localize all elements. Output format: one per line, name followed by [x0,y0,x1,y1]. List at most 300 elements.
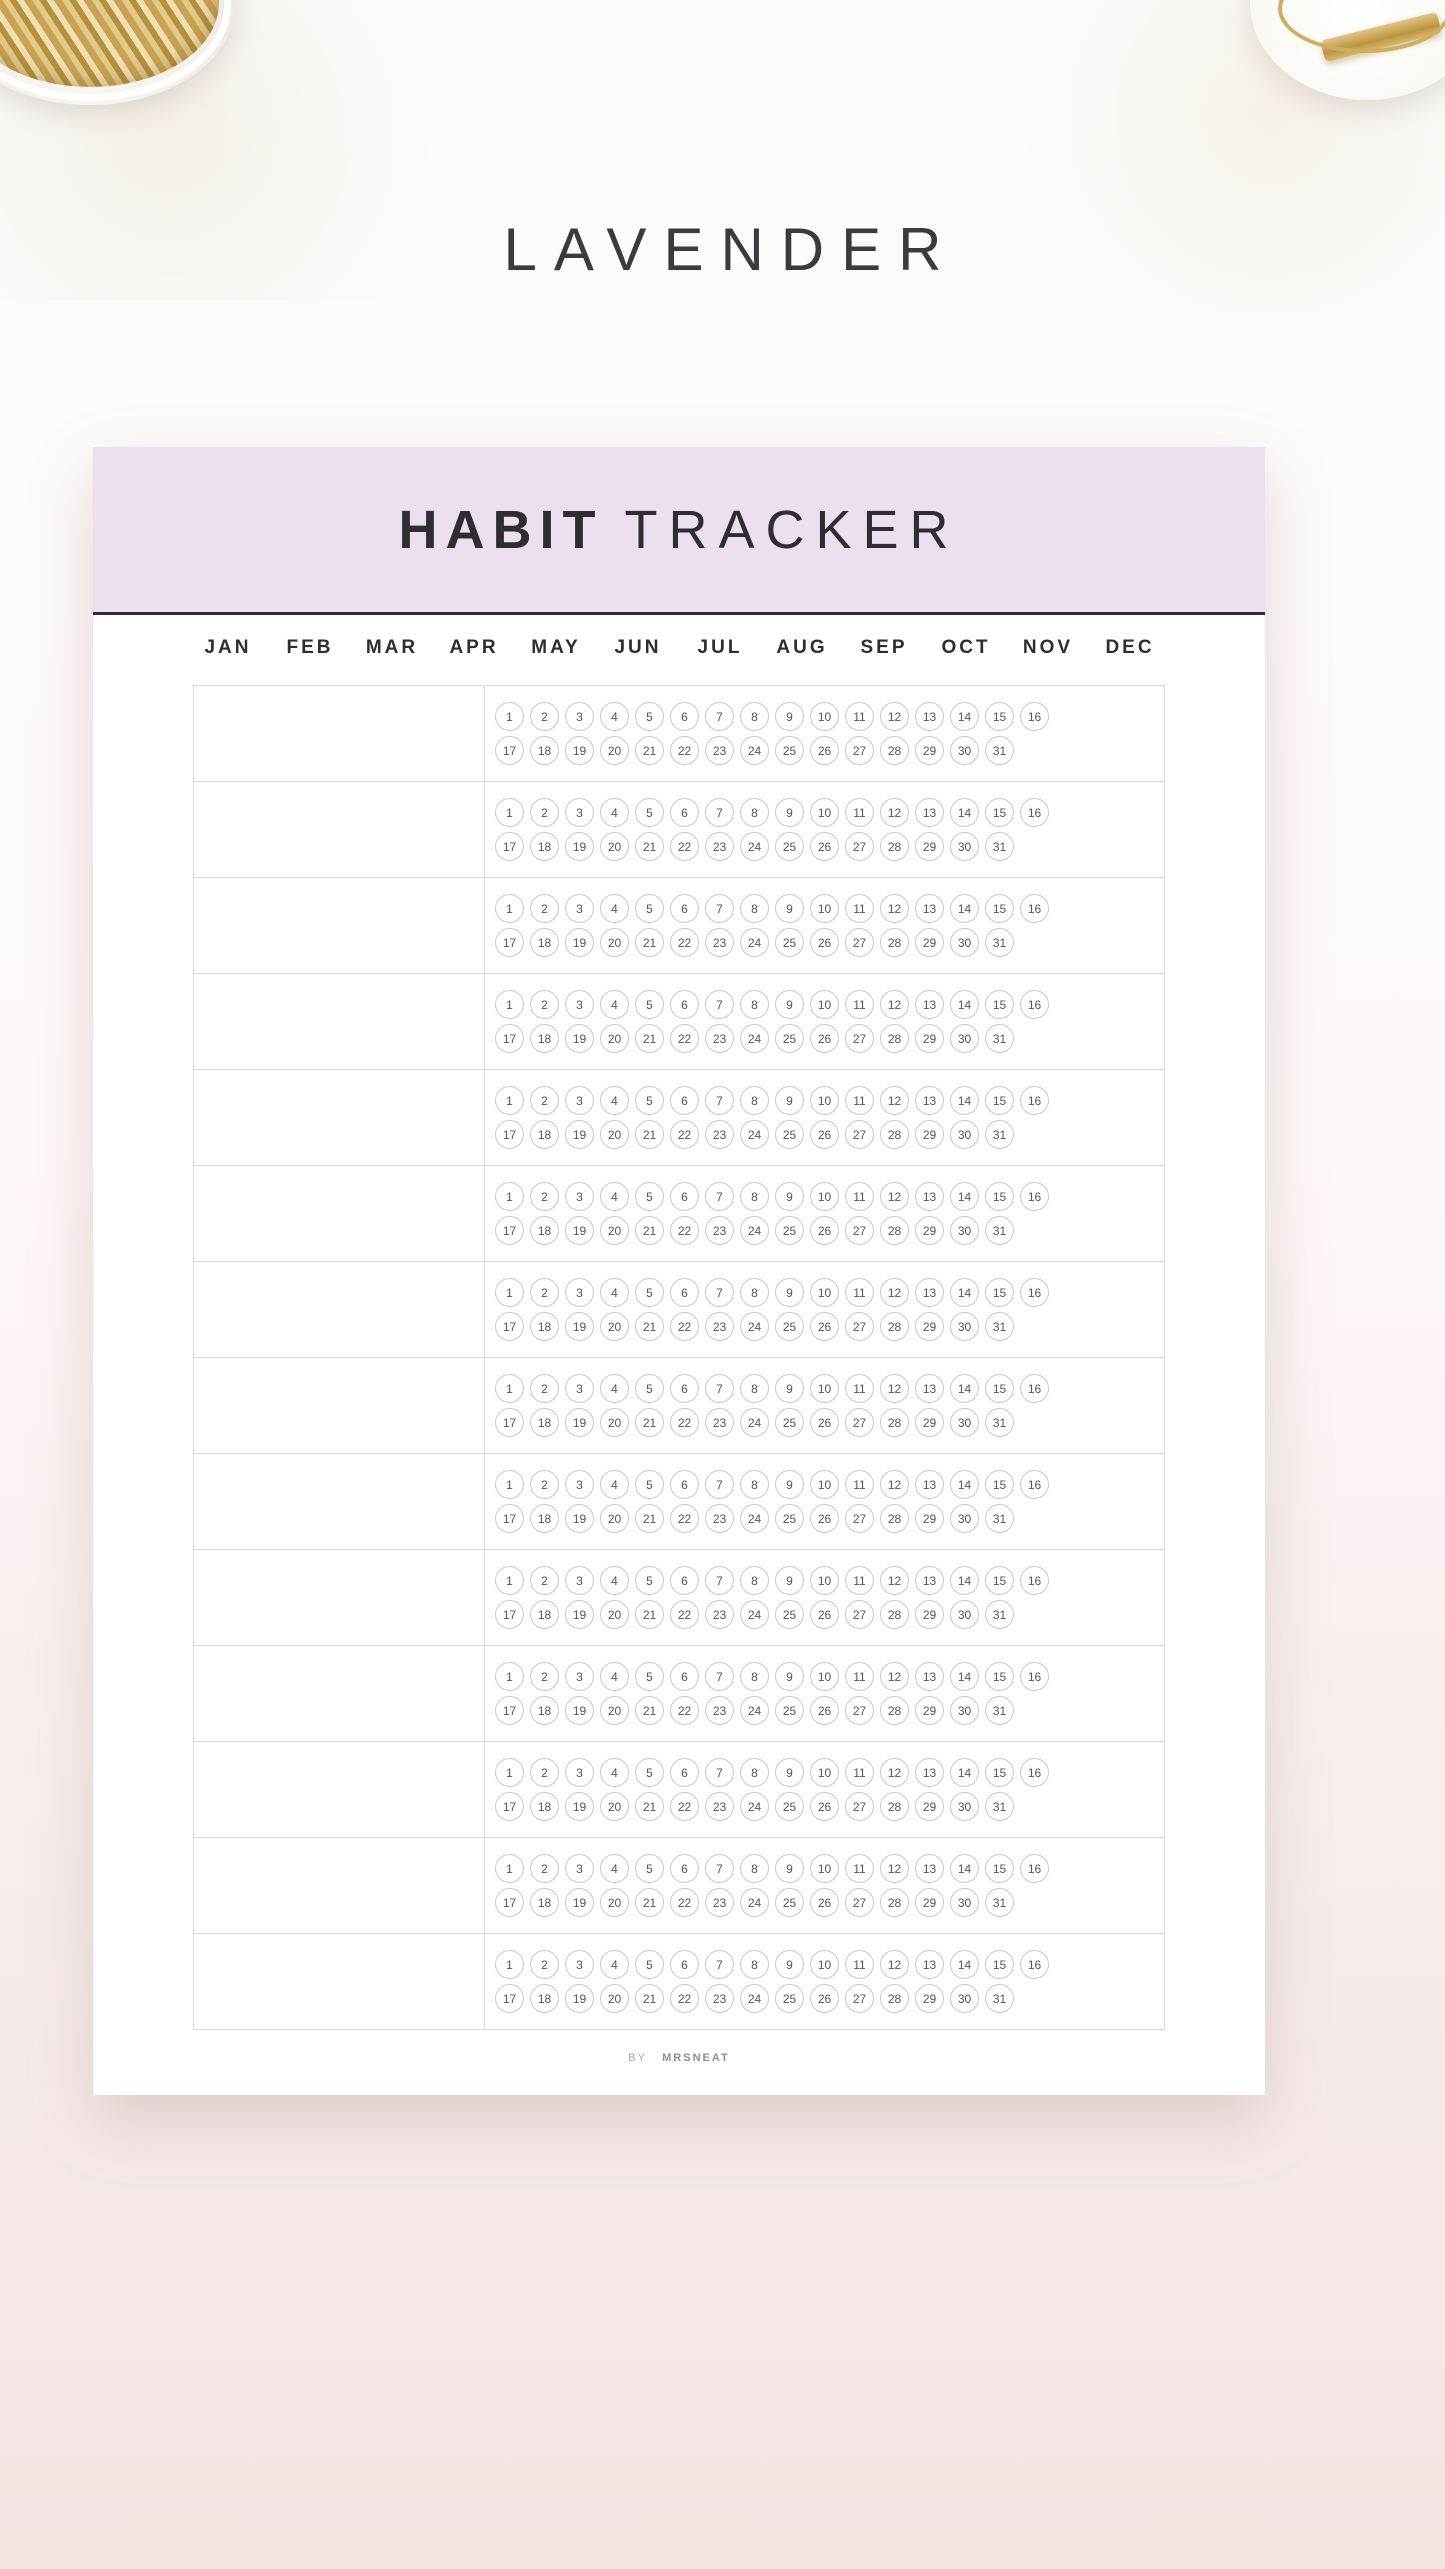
day-circle-3[interactable]: 3 [565,1470,594,1499]
day-circle-10[interactable]: 10 [810,1182,839,1211]
day-circle-18[interactable]: 18 [530,832,559,861]
day-circle-13[interactable]: 13 [915,1950,944,1979]
day-circle-3[interactable]: 3 [565,702,594,731]
habit-name-field[interactable] [194,974,485,1069]
day-circle-21[interactable]: 21 [635,1312,664,1341]
day-circle-31[interactable]: 31 [985,1312,1014,1341]
month-tab-dec[interactable]: DEC [1105,637,1155,658]
day-circle-10[interactable]: 10 [810,702,839,731]
day-circle-19[interactable]: 19 [565,1408,594,1437]
day-circle-16[interactable]: 16 [1020,1566,1049,1595]
day-circle-27[interactable]: 27 [845,1024,874,1053]
day-circle-2[interactable]: 2 [530,1278,559,1307]
day-circle-26[interactable]: 26 [810,832,839,861]
day-circle-30[interactable]: 30 [950,1600,979,1629]
day-circle-28[interactable]: 28 [880,1120,909,1149]
day-circle-1[interactable]: 1 [495,1950,524,1979]
day-circle-23[interactable]: 23 [705,1888,734,1917]
day-circle-22[interactable]: 22 [670,1216,699,1245]
day-circle-2[interactable]: 2 [530,1854,559,1883]
day-circle-1[interactable]: 1 [495,990,524,1019]
day-circle-3[interactable]: 3 [565,1950,594,1979]
day-circle-9[interactable]: 9 [775,1854,804,1883]
day-circle-27[interactable]: 27 [845,1312,874,1341]
day-circle-4[interactable]: 4 [600,1854,629,1883]
habit-name-field[interactable] [194,1934,485,2029]
day-circle-7[interactable]: 7 [705,1662,734,1691]
day-circle-24[interactable]: 24 [740,928,769,957]
day-circle-21[interactable]: 21 [635,736,664,765]
day-circle-4[interactable]: 4 [600,1470,629,1499]
day-circle-27[interactable]: 27 [845,1984,874,2013]
day-circle-12[interactable]: 12 [880,798,909,827]
day-circle-10[interactable]: 10 [810,1086,839,1115]
day-circle-18[interactable]: 18 [530,1600,559,1629]
day-circle-17[interactable]: 17 [495,1696,524,1725]
habit-name-field[interactable] [194,686,485,781]
day-circle-27[interactable]: 27 [845,1216,874,1245]
day-circle-29[interactable]: 29 [915,1408,944,1437]
day-circle-31[interactable]: 31 [985,1696,1014,1725]
day-circle-29[interactable]: 29 [915,1120,944,1149]
day-circle-25[interactable]: 25 [775,1024,804,1053]
day-circle-15[interactable]: 15 [985,894,1014,923]
day-circle-22[interactable]: 22 [670,1024,699,1053]
day-circle-12[interactable]: 12 [880,990,909,1019]
day-circle-15[interactable]: 15 [985,1854,1014,1883]
day-circle-8[interactable]: 8 [740,1374,769,1403]
day-circle-20[interactable]: 20 [600,1600,629,1629]
day-circle-1[interactable]: 1 [495,1086,524,1115]
day-circle-12[interactable]: 12 [880,1278,909,1307]
day-circle-29[interactable]: 29 [915,832,944,861]
day-circle-6[interactable]: 6 [670,1566,699,1595]
day-circle-19[interactable]: 19 [565,1696,594,1725]
habit-name-field[interactable] [194,1646,485,1741]
day-circle-13[interactable]: 13 [915,1470,944,1499]
day-circle-12[interactable]: 12 [880,1374,909,1403]
day-circle-25[interactable]: 25 [775,1600,804,1629]
month-tab-apr[interactable]: APR [449,637,499,658]
day-circle-17[interactable]: 17 [495,1792,524,1821]
day-circle-7[interactable]: 7 [705,1278,734,1307]
day-circle-5[interactable]: 5 [635,894,664,923]
day-circle-16[interactable]: 16 [1020,1470,1049,1499]
day-circle-15[interactable]: 15 [985,1374,1014,1403]
habit-name-field[interactable] [194,1166,485,1261]
day-circle-25[interactable]: 25 [775,1504,804,1533]
day-circle-7[interactable]: 7 [705,798,734,827]
day-circle-18[interactable]: 18 [530,1984,559,2013]
day-circle-14[interactable]: 14 [950,1854,979,1883]
habit-name-field[interactable] [194,1550,485,1645]
day-circle-30[interactable]: 30 [950,1504,979,1533]
day-circle-3[interactable]: 3 [565,1086,594,1115]
day-circle-23[interactable]: 23 [705,1984,734,2013]
day-circle-18[interactable]: 18 [530,1504,559,1533]
habit-name-field[interactable] [194,878,485,973]
day-circle-9[interactable]: 9 [775,1278,804,1307]
day-circle-19[interactable]: 19 [565,1120,594,1149]
day-circle-10[interactable]: 10 [810,1470,839,1499]
day-circle-25[interactable]: 25 [775,832,804,861]
day-circle-16[interactable]: 16 [1020,894,1049,923]
day-circle-19[interactable]: 19 [565,1600,594,1629]
day-circle-17[interactable]: 17 [495,1024,524,1053]
day-circle-2[interactable]: 2 [530,990,559,1019]
day-circle-18[interactable]: 18 [530,736,559,765]
day-circle-12[interactable]: 12 [880,1566,909,1595]
day-circle-4[interactable]: 4 [600,1086,629,1115]
day-circle-13[interactable]: 13 [915,1182,944,1211]
month-tab-mar[interactable]: MAR [365,637,419,658]
day-circle-12[interactable]: 12 [880,1662,909,1691]
day-circle-24[interactable]: 24 [740,832,769,861]
day-circle-22[interactable]: 22 [670,1984,699,2013]
day-circle-5[interactable]: 5 [635,1278,664,1307]
day-circle-26[interactable]: 26 [810,928,839,957]
day-circle-11[interactable]: 11 [845,1374,874,1403]
day-circle-14[interactable]: 14 [950,1278,979,1307]
day-circle-17[interactable]: 17 [495,736,524,765]
day-circle-18[interactable]: 18 [530,1696,559,1725]
day-circle-23[interactable]: 23 [705,1312,734,1341]
day-circle-24[interactable]: 24 [740,1312,769,1341]
day-circle-5[interactable]: 5 [635,1182,664,1211]
day-circle-31[interactable]: 31 [985,1792,1014,1821]
day-circle-9[interactable]: 9 [775,1566,804,1595]
day-circle-1[interactable]: 1 [495,702,524,731]
day-circle-27[interactable]: 27 [845,928,874,957]
day-circle-6[interactable]: 6 [670,1662,699,1691]
day-circle-10[interactable]: 10 [810,990,839,1019]
day-circle-21[interactable]: 21 [635,832,664,861]
day-circle-28[interactable]: 28 [880,1408,909,1437]
day-circle-19[interactable]: 19 [565,1984,594,2013]
day-circle-4[interactable]: 4 [600,990,629,1019]
month-tab-jan[interactable]: JAN [204,637,252,658]
day-circle-2[interactable]: 2 [530,1758,559,1787]
day-circle-8[interactable]: 8 [740,1086,769,1115]
day-circle-31[interactable]: 31 [985,1888,1014,1917]
day-circle-26[interactable]: 26 [810,1024,839,1053]
day-circle-11[interactable]: 11 [845,1950,874,1979]
day-circle-14[interactable]: 14 [950,1950,979,1979]
day-circle-27[interactable]: 27 [845,1696,874,1725]
day-circle-28[interactable]: 28 [880,1024,909,1053]
month-tab-nov[interactable]: NOV [1022,637,1074,658]
day-circle-8[interactable]: 8 [740,894,769,923]
day-circle-14[interactable]: 14 [950,1758,979,1787]
day-circle-11[interactable]: 11 [845,1758,874,1787]
day-circle-30[interactable]: 30 [950,1888,979,1917]
habit-name-field[interactable] [194,1838,485,1933]
day-circle-8[interactable]: 8 [740,1758,769,1787]
day-circle-2[interactable]: 2 [530,1470,559,1499]
day-circle-4[interactable]: 4 [600,798,629,827]
habit-name-field[interactable] [194,1454,485,1549]
day-circle-16[interactable]: 16 [1020,1662,1049,1691]
month-tab-feb[interactable]: FEB [286,637,334,658]
day-circle-27[interactable]: 27 [845,1888,874,1917]
day-circle-28[interactable]: 28 [880,1600,909,1629]
day-circle-5[interactable]: 5 [635,798,664,827]
day-circle-24[interactable]: 24 [740,1024,769,1053]
day-circle-19[interactable]: 19 [565,832,594,861]
day-circle-27[interactable]: 27 [845,1120,874,1149]
day-circle-27[interactable]: 27 [845,1792,874,1821]
day-circle-6[interactable]: 6 [670,1758,699,1787]
day-circle-14[interactable]: 14 [950,1566,979,1595]
day-circle-12[interactable]: 12 [880,1950,909,1979]
day-circle-7[interactable]: 7 [705,990,734,1019]
day-circle-12[interactable]: 12 [880,1086,909,1115]
day-circle-10[interactable]: 10 [810,1374,839,1403]
day-circle-26[interactable]: 26 [810,1696,839,1725]
day-circle-24[interactable]: 24 [740,736,769,765]
day-circle-5[interactable]: 5 [635,1662,664,1691]
day-circle-27[interactable]: 27 [845,736,874,765]
day-circle-3[interactable]: 3 [565,1662,594,1691]
day-circle-29[interactable]: 29 [915,928,944,957]
day-circle-27[interactable]: 27 [845,1504,874,1533]
day-circle-29[interactable]: 29 [915,1216,944,1245]
day-circle-22[interactable]: 22 [670,736,699,765]
habit-name-field[interactable] [194,1742,485,1837]
day-circle-25[interactable]: 25 [775,1216,804,1245]
day-circle-23[interactable]: 23 [705,1024,734,1053]
day-circle-16[interactable]: 16 [1020,990,1049,1019]
day-circle-13[interactable]: 13 [915,1758,944,1787]
day-circle-31[interactable]: 31 [985,736,1014,765]
day-circle-21[interactable]: 21 [635,1408,664,1437]
day-circle-17[interactable]: 17 [495,1888,524,1917]
day-circle-21[interactable]: 21 [635,1024,664,1053]
day-circle-29[interactable]: 29 [915,1888,944,1917]
day-circle-22[interactable]: 22 [670,1600,699,1629]
day-circle-24[interactable]: 24 [740,1120,769,1149]
day-circle-17[interactable]: 17 [495,1504,524,1533]
day-circle-16[interactable]: 16 [1020,798,1049,827]
day-circle-29[interactable]: 29 [915,1600,944,1629]
day-circle-7[interactable]: 7 [705,1182,734,1211]
day-circle-15[interactable]: 15 [985,1950,1014,1979]
day-circle-27[interactable]: 27 [845,1408,874,1437]
day-circle-31[interactable]: 31 [985,1504,1014,1533]
day-circle-21[interactable]: 21 [635,1600,664,1629]
day-circle-20[interactable]: 20 [600,1504,629,1533]
day-circle-26[interactable]: 26 [810,1216,839,1245]
day-circle-2[interactable]: 2 [530,702,559,731]
day-circle-13[interactable]: 13 [915,1854,944,1883]
day-circle-15[interactable]: 15 [985,1470,1014,1499]
day-circle-13[interactable]: 13 [915,702,944,731]
day-circle-5[interactable]: 5 [635,1854,664,1883]
day-circle-25[interactable]: 25 [775,1984,804,2013]
day-circle-12[interactable]: 12 [880,1470,909,1499]
day-circle-7[interactable]: 7 [705,1758,734,1787]
day-circle-9[interactable]: 9 [775,1470,804,1499]
day-circle-31[interactable]: 31 [985,1120,1014,1149]
day-circle-15[interactable]: 15 [985,1182,1014,1211]
day-circle-14[interactable]: 14 [950,894,979,923]
day-circle-29[interactable]: 29 [915,1984,944,2013]
day-circle-19[interactable]: 19 [565,736,594,765]
day-circle-19[interactable]: 19 [565,928,594,957]
month-tab-oct[interactable]: OCT [941,637,991,658]
day-circle-19[interactable]: 19 [565,1216,594,1245]
day-circle-13[interactable]: 13 [915,1662,944,1691]
day-circle-20[interactable]: 20 [600,1408,629,1437]
day-circle-15[interactable]: 15 [985,1278,1014,1307]
day-circle-14[interactable]: 14 [950,1470,979,1499]
day-circle-25[interactable]: 25 [775,1312,804,1341]
day-circle-17[interactable]: 17 [495,1216,524,1245]
day-circle-15[interactable]: 15 [985,1566,1014,1595]
day-circle-20[interactable]: 20 [600,1984,629,2013]
day-circle-5[interactable]: 5 [635,1086,664,1115]
day-circle-31[interactable]: 31 [985,1984,1014,2013]
day-circle-26[interactable]: 26 [810,1792,839,1821]
day-circle-21[interactable]: 21 [635,1216,664,1245]
day-circle-4[interactable]: 4 [600,1758,629,1787]
day-circle-23[interactable]: 23 [705,1600,734,1629]
day-circle-6[interactable]: 6 [670,1086,699,1115]
day-circle-16[interactable]: 16 [1020,1278,1049,1307]
day-circle-11[interactable]: 11 [845,990,874,1019]
day-circle-25[interactable]: 25 [775,736,804,765]
day-circle-1[interactable]: 1 [495,894,524,923]
day-circle-2[interactable]: 2 [530,1566,559,1595]
day-circle-4[interactable]: 4 [600,702,629,731]
day-circle-16[interactable]: 16 [1020,1854,1049,1883]
day-circle-28[interactable]: 28 [880,928,909,957]
day-circle-2[interactable]: 2 [530,798,559,827]
day-circle-9[interactable]: 9 [775,1950,804,1979]
day-circle-20[interactable]: 20 [600,1888,629,1917]
day-circle-13[interactable]: 13 [915,1374,944,1403]
day-circle-13[interactable]: 13 [915,1278,944,1307]
day-circle-4[interactable]: 4 [600,1950,629,1979]
day-circle-28[interactable]: 28 [880,832,909,861]
day-circle-20[interactable]: 20 [600,1216,629,1245]
day-circle-26[interactable]: 26 [810,1408,839,1437]
day-circle-26[interactable]: 26 [810,1312,839,1341]
day-circle-28[interactable]: 28 [880,1216,909,1245]
day-circle-1[interactable]: 1 [495,1374,524,1403]
day-circle-18[interactable]: 18 [530,1216,559,1245]
day-circle-16[interactable]: 16 [1020,1086,1049,1115]
day-circle-26[interactable]: 26 [810,1120,839,1149]
day-circle-7[interactable]: 7 [705,1854,734,1883]
day-circle-14[interactable]: 14 [950,1182,979,1211]
day-circle-10[interactable]: 10 [810,798,839,827]
day-circle-13[interactable]: 13 [915,798,944,827]
habit-name-field[interactable] [194,1358,485,1453]
day-circle-9[interactable]: 9 [775,990,804,1019]
day-circle-7[interactable]: 7 [705,1950,734,1979]
day-circle-4[interactable]: 4 [600,1182,629,1211]
day-circle-10[interactable]: 10 [810,1758,839,1787]
day-circle-24[interactable]: 24 [740,1696,769,1725]
day-circle-11[interactable]: 11 [845,798,874,827]
day-circle-2[interactable]: 2 [530,1086,559,1115]
day-circle-25[interactable]: 25 [775,1888,804,1917]
day-circle-30[interactable]: 30 [950,928,979,957]
day-circle-11[interactable]: 11 [845,1662,874,1691]
day-circle-17[interactable]: 17 [495,1120,524,1149]
day-circle-30[interactable]: 30 [950,1696,979,1725]
day-circle-21[interactable]: 21 [635,1120,664,1149]
day-circle-11[interactable]: 11 [845,702,874,731]
day-circle-23[interactable]: 23 [705,928,734,957]
day-circle-23[interactable]: 23 [705,1792,734,1821]
day-circle-17[interactable]: 17 [495,1600,524,1629]
day-circle-14[interactable]: 14 [950,1374,979,1403]
day-circle-20[interactable]: 20 [600,1792,629,1821]
day-circle-3[interactable]: 3 [565,1278,594,1307]
day-circle-28[interactable]: 28 [880,1888,909,1917]
day-circle-23[interactable]: 23 [705,832,734,861]
day-circle-18[interactable]: 18 [530,1312,559,1341]
day-circle-13[interactable]: 13 [915,894,944,923]
day-circle-6[interactable]: 6 [670,1950,699,1979]
day-circle-18[interactable]: 18 [530,1792,559,1821]
day-circle-16[interactable]: 16 [1020,1374,1049,1403]
day-circle-9[interactable]: 9 [775,1662,804,1691]
day-circle-18[interactable]: 18 [530,1120,559,1149]
day-circle-8[interactable]: 8 [740,1182,769,1211]
day-circle-30[interactable]: 30 [950,1792,979,1821]
day-circle-24[interactable]: 24 [740,1888,769,1917]
day-circle-7[interactable]: 7 [705,1086,734,1115]
day-circle-2[interactable]: 2 [530,1182,559,1211]
day-circle-6[interactable]: 6 [670,1278,699,1307]
day-circle-21[interactable]: 21 [635,1792,664,1821]
day-circle-11[interactable]: 11 [845,894,874,923]
day-circle-23[interactable]: 23 [705,736,734,765]
day-circle-30[interactable]: 30 [950,1216,979,1245]
day-circle-14[interactable]: 14 [950,990,979,1019]
day-circle-26[interactable]: 26 [810,736,839,765]
day-circle-4[interactable]: 4 [600,1278,629,1307]
day-circle-27[interactable]: 27 [845,1600,874,1629]
day-circle-14[interactable]: 14 [950,798,979,827]
day-circle-12[interactable]: 12 [880,1182,909,1211]
day-circle-18[interactable]: 18 [530,928,559,957]
day-circle-5[interactable]: 5 [635,1758,664,1787]
day-circle-15[interactable]: 15 [985,1758,1014,1787]
day-circle-9[interactable]: 9 [775,1086,804,1115]
day-circle-6[interactable]: 6 [670,1470,699,1499]
day-circle-24[interactable]: 24 [740,1408,769,1437]
day-circle-15[interactable]: 15 [985,1086,1014,1115]
day-circle-23[interactable]: 23 [705,1408,734,1437]
day-circle-6[interactable]: 6 [670,798,699,827]
day-circle-10[interactable]: 10 [810,1278,839,1307]
day-circle-28[interactable]: 28 [880,1696,909,1725]
day-circle-22[interactable]: 22 [670,1408,699,1437]
day-circle-22[interactable]: 22 [670,1792,699,1821]
day-circle-1[interactable]: 1 [495,1662,524,1691]
day-circle-23[interactable]: 23 [705,1696,734,1725]
day-circle-3[interactable]: 3 [565,1854,594,1883]
day-circle-12[interactable]: 12 [880,702,909,731]
day-circle-22[interactable]: 22 [670,1696,699,1725]
day-circle-25[interactable]: 25 [775,1120,804,1149]
day-circle-9[interactable]: 9 [775,894,804,923]
day-circle-15[interactable]: 15 [985,990,1014,1019]
